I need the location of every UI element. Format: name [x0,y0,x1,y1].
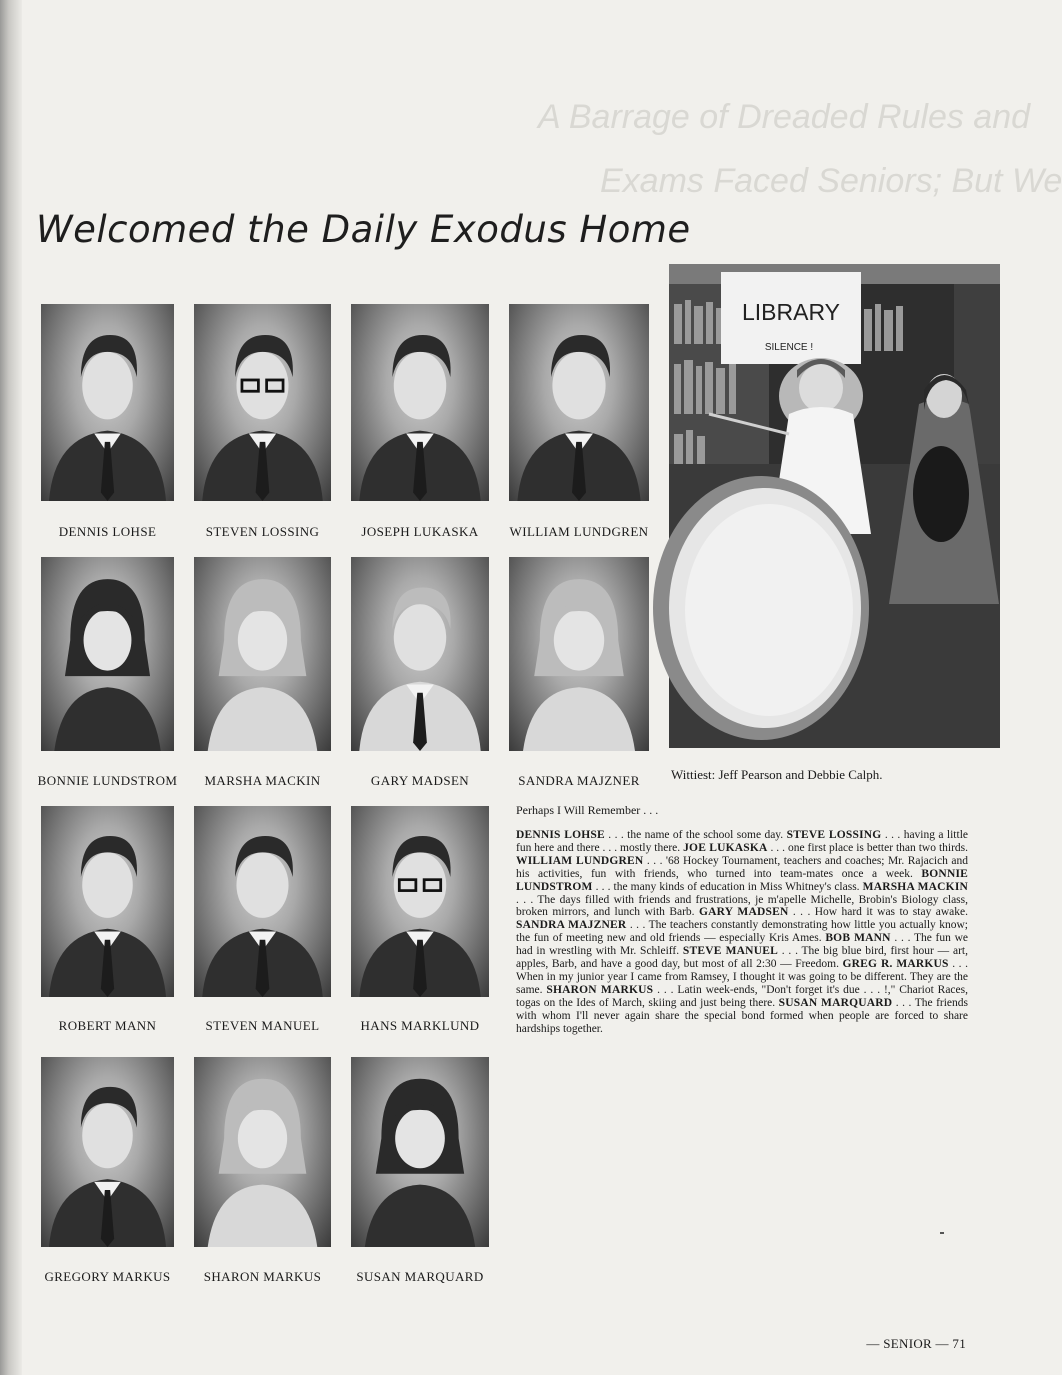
senior-memory-text: . . . Latin week-ends, "Don't forget it's due . . . !," Chariot Races, togas on the Ides of March, skiing and just being there. [516,983,968,1009]
senior-memory-text: . . . The teachers constantly demonstrating how little you actually know; the fun of meeting new and old friends — especially Kris Ames. [516,919,968,945]
portrait-photo [351,304,489,501]
page-title: Welcomed the Daily Exodus Home [36,208,691,251]
senior-name: STEVE LOSSING [786,829,882,841]
portrait-name-label: SHARON MARKUS [203,1269,322,1284]
senior-memory-text: . . . the name of the school some day. [604,829,787,841]
portrait-photo [194,1057,331,1247]
senior-name: WILLIAM LUNDGREN [516,854,644,867]
senior-memory-text: . . . How hard it was to stay awake. [788,906,968,919]
senior-memory-text: . . . The days filled with friends and frustrations, je m'apelle Michelle, Brobin's Biology class, broken mirrors, and lunch with Barb. [516,893,968,919]
portrait-name-label: STEVEN LOSSING [205,524,320,539]
portrait-photo [41,557,174,751]
senior-memory-text: . . . '68 Hockey Tournament, teachers and coaches; Mr. Rajacich and his activities, fun with friends, who turned into team-mates once a week. [516,854,969,880]
remember-paragraph [516,829,968,1036]
page-number: — SENIOR — 71 [866,1336,966,1351]
senior-memory-text: . . . having a little fun here and there . . . mostly there. [516,829,968,854]
senior-name: JOE LUKASKA [683,841,768,854]
portrait-photo [509,304,649,501]
portrait-name-label: SUSAN MARQUARD [356,1269,484,1284]
stray-print-mark [940,1232,944,1234]
portrait-photo [41,304,174,501]
portrait-photo [509,557,649,751]
portrait-name-label: DENNIS LOHSE [58,524,157,539]
portrait-photo [194,806,331,997]
senior-memory-text: . . . one first place is better than two thirds. [767,841,969,854]
portrait-name-label: HANS MARKLUND [360,1018,480,1033]
library-sign-text: LIBRARY [741,299,841,325]
portrait-name-label: GREGORY MARKUS [44,1269,171,1284]
senior-name: SHARON MARKUS [546,983,654,996]
portrait-photo [351,806,489,997]
portrait-photo [351,1057,489,1247]
senior-name: SANDRA MAJZNER [516,919,627,932]
senior-memory-text: . . . The fun we had in wrestling with Mr. Schleiff. [516,932,969,958]
portrait-photo [41,1057,174,1247]
senior-memory-text: . . . The big blue bird, first hour — art, apples, Barb, and have a good day, but most of all 2:30 — Freedom. [516,945,968,971]
library-candid-photo [669,264,1000,748]
page-binding-shadow [0,0,22,1375]
portrait-name-label: STEVEN MANUEL [205,1018,320,1033]
bleed-through-line-2: Exams Faced Seniors; But We [600,162,1062,200]
senior-name: SUSAN MARQUARD [778,996,893,1009]
senior-name: GARY MADSEN [698,906,789,919]
senior-name: MARSHA MACKIN [862,880,968,893]
bleed-through-line-1: A Barrage of Dreaded Rules and [538,98,1031,136]
senior-memory-text: . . . The friends with whom I'll never again share the special bond formed when people are forced to share hardships together. [516,996,969,1035]
senior-memory-text: . . . the many kinds of education in Miss Whitney's class. [592,880,863,893]
portrait-photo [194,557,331,751]
portrait-name-label: SANDRA MAJZNER [518,773,640,788]
senior-memory-text: . . . When in my junior year I came from Ramsey, I thought it was going to be different. They are the same. [516,958,968,996]
senior-name: GREG R. MARKUS [842,958,949,971]
portrait-photo [351,557,489,751]
senior-name: BOB MANN [825,932,891,945]
senior-name: BONNIE LUNDSTROM [516,867,968,893]
portrait-name-label: GARY MADSEN [370,773,470,788]
senior-name: STEVE MANUEL [682,945,778,958]
portrait-name-label: WILLIAM LUNDGREN [509,524,649,539]
portrait-photo [194,304,331,501]
portrait-name-label: MARSHA MACKIN [204,773,321,788]
portrait-photo [41,806,174,997]
portrait-name-label: BONNIE LUNDSTROM [37,773,178,788]
portrait-name-label: ROBERT MANN [58,1018,157,1033]
library-sign-subtext: SILENCE ! [764,342,814,353]
photo-caption: Wittiest: Jeff Pearson and Debbie Calph. [671,767,883,782]
senior-name: DENNIS LOHSE [516,829,605,841]
portrait-name-label: JOSEPH LUKASKA [361,524,479,539]
remember-lead-in: Perhaps I Will Remember . . . [516,803,659,817]
